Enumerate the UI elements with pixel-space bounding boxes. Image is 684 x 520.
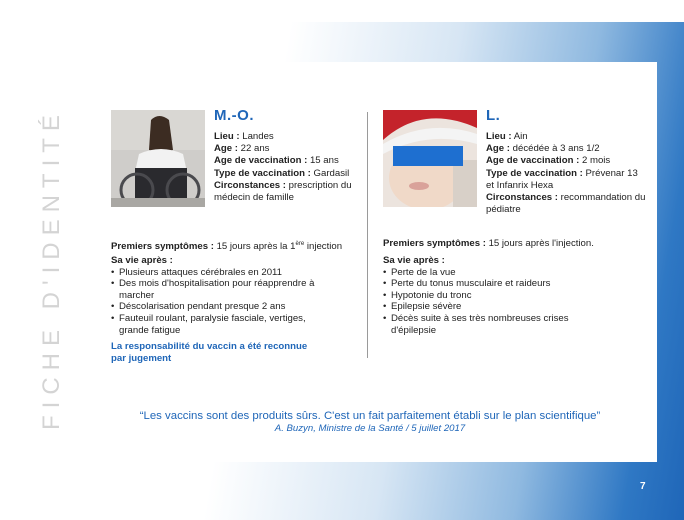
vaccine-type-label: Type de vaccination :	[214, 167, 311, 179]
lieu-value: Ain	[511, 131, 528, 142]
section-title-vertical: FICHE D'IDENTITÉ	[38, 108, 65, 430]
life-after-list	[111, 267, 316, 337]
photo-wheelchair	[111, 110, 205, 207]
list-item: • Plusieurs attaques cérébrales en 2011	[111, 267, 316, 279]
age-row	[214, 143, 364, 155]
age-value: décédée à 3 ans 1/2	[509, 143, 600, 155]
lieu-row	[486, 131, 646, 143]
quote-source: A. Buzyn, Ministre de la Santé / 5 juillet 2017	[274, 423, 466, 434]
lieu-label: Lieu :	[486, 131, 512, 142]
age-vaccination-row	[214, 155, 364, 167]
first-symptoms-value-end: injection	[304, 241, 343, 253]
age-vaccination-value: 2 mois	[579, 155, 611, 167]
circumstances-value: recommandation du pédiatre	[486, 192, 646, 216]
page-number: 7	[640, 481, 646, 492]
circumstances-row	[486, 192, 646, 216]
list-item: • Fauteuil roulant, paralysie fasciale, vertiges, grande fatigue	[111, 313, 316, 336]
lieu-value: Landes	[239, 131, 274, 142]
profile-info-right	[486, 131, 646, 216]
quote-text: “Les vaccins sont des produits sûrs. C'est un fait parfaitement établi sur le plan scientifique”	[139, 410, 601, 422]
age-label: Age :	[486, 143, 510, 155]
circumstances-value: prescription du médecin de famille	[214, 179, 352, 204]
list-item: • Décès suite à ses très nombreuses crises d'épilepsie	[383, 313, 573, 336]
first-symptoms-label: Premiers symptômes :	[111, 241, 214, 253]
column-divider	[367, 112, 368, 358]
list-item: • Des mois d'hospitalisation pour réapprendre à marcher	[111, 278, 316, 301]
list-item: • Perte du tonus musculaire et raideurs	[383, 278, 573, 290]
photo-child	[383, 110, 477, 207]
responsibility-note: La responsabilité du vaccin a été reconnue par jugement	[111, 341, 308, 364]
censor-bar	[393, 146, 463, 166]
lieu-row	[214, 131, 364, 143]
list-item: • Hypotonie du tronc	[383, 290, 573, 302]
age-value: 22 ans	[237, 143, 270, 155]
life-after-list	[383, 267, 573, 337]
profile-name-right: L.	[486, 107, 501, 124]
vaccine-type-value: Prévenar 13 et Infanrix Hexa	[486, 167, 638, 191]
profile-info-left	[214, 131, 364, 204]
list-item: • Déscolarisation pendant presque 2 ans	[111, 301, 316, 313]
superscript-ere: ère	[295, 241, 305, 247]
vaccine-type-value: Gardasil	[310, 167, 350, 179]
top-margin	[0, 0, 684, 22]
age-vaccination-label: Age de vaccination :	[486, 155, 580, 167]
life-after-heading: Sa vie après :	[111, 255, 173, 266]
lieu-label: Lieu :	[214, 131, 240, 142]
life-after-left	[111, 255, 316, 336]
list-item: • Perte de la vue	[383, 267, 573, 279]
vaccine-type-row	[214, 168, 364, 180]
life-after-right	[383, 255, 573, 336]
vaccine-type-row	[486, 168, 646, 192]
life-after-heading: Sa vie après :	[383, 255, 445, 266]
first-symptoms-label: Premiers symptômes :	[383, 238, 486, 249]
circumstances-row	[214, 180, 364, 204]
age-vaccination-row	[486, 155, 646, 167]
age-label: Age :	[214, 143, 238, 155]
wheelchair-photo-illustration	[111, 110, 205, 207]
circumstances-label: Circonstances :	[214, 179, 286, 191]
age-vaccination-label: Age de vaccination :	[214, 155, 308, 167]
age-vaccination-value: 15 ans	[307, 155, 339, 167]
profile-name-left: M.-O.	[214, 107, 254, 124]
first-symptoms-left	[111, 238, 361, 253]
age-row	[486, 143, 646, 155]
circumstances-label: Circonstances :	[486, 192, 558, 204]
first-symptoms-value: 15 jours après la 1	[213, 241, 296, 253]
first-symptoms-right	[383, 238, 643, 250]
list-item: • Epilepsie sévère	[383, 301, 573, 313]
vaccine-type-label: Type de vaccination :	[486, 167, 583, 179]
first-symptoms-value: 15 jours après l'injection.	[485, 238, 594, 249]
